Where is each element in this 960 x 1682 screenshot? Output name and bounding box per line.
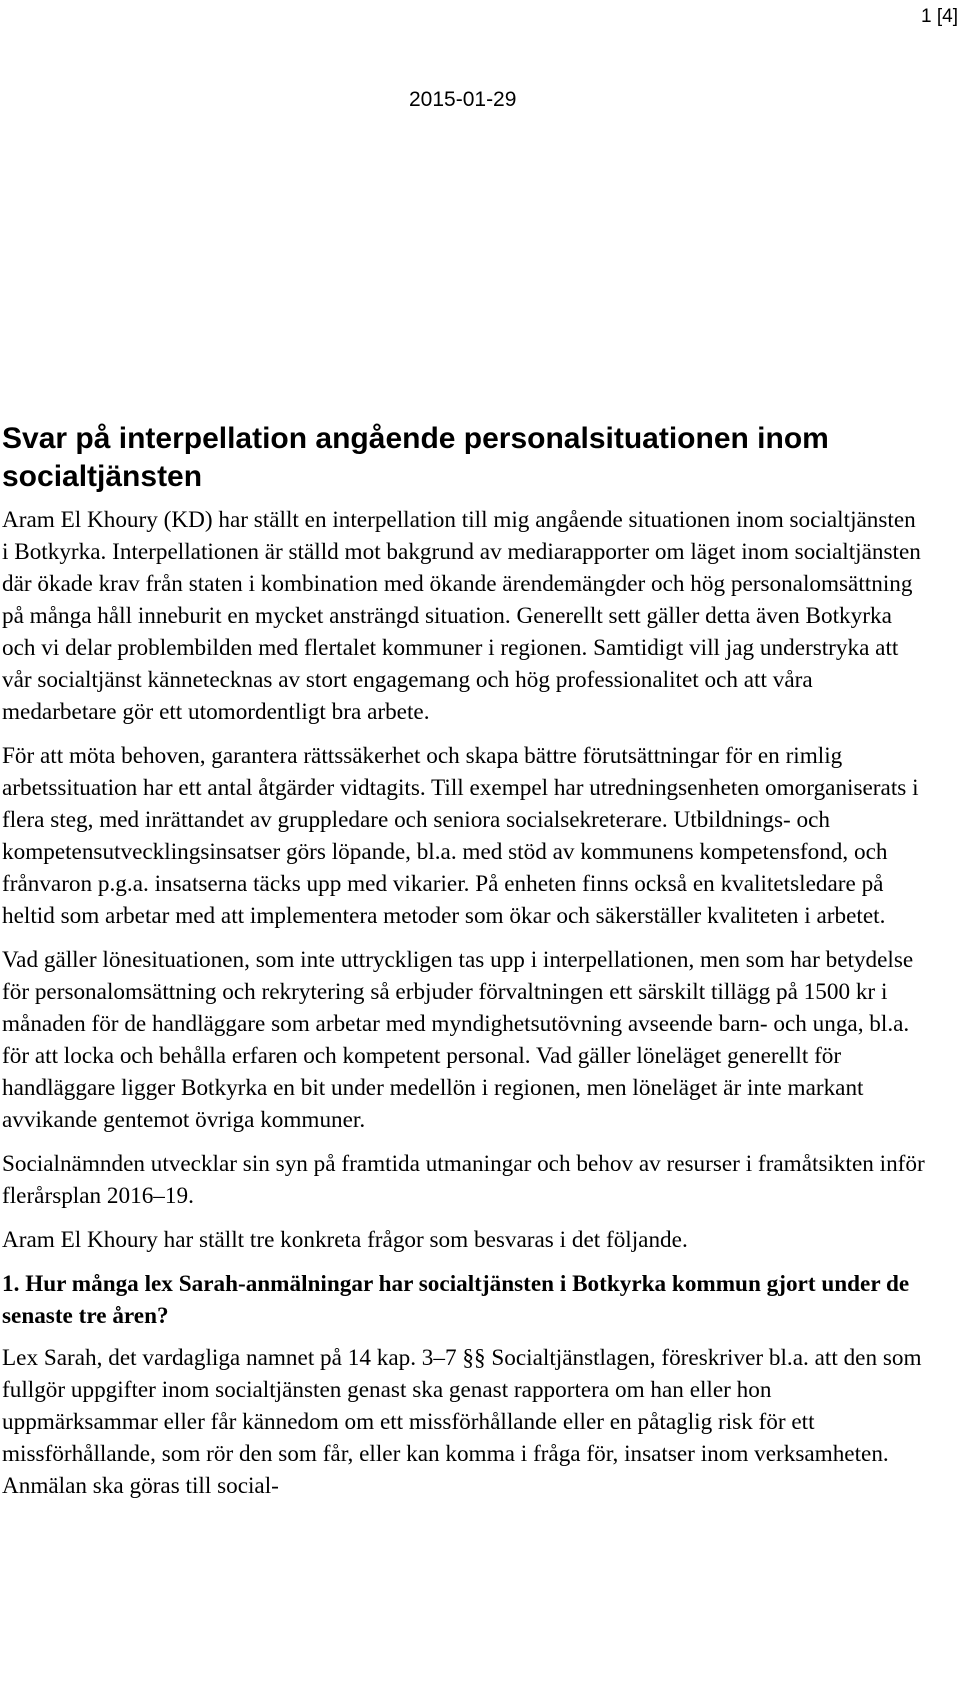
page-number: 1 [4] [921, 6, 958, 27]
document-body [2, 420, 927, 1514]
answer-paragraph-1: Lex Sarah, det vardagliga namnet på 14 kap. 3–7 §§ Socialtjänstlagen, föreskriver bl.a. att den som fullgör uppgifter inom socialtjänsten genast ska genast rapportera om han eller hon uppmärksammar eller får kännedom om ett missförhållande eller en påtaglig risk för ett missförhållande, som rör den som får, eller kan komma i fråga för, insatser inom verksamheten. Anmälan ska göras till social- [2, 1345, 922, 1499]
question-heading-1: 1. Hur många lex Sarah-anmälningar har socialtjänsten i Botkyrka kommun gjort under de senaste tre åren? [2, 1271, 910, 1329]
paragraph-salary: Vad gäller lönesituationen, som inte uttryckligen tas upp i interpellationen, men som har betydelse för personalomsättning och rekrytering så erbjuder förvaltningen ett särskilt tillägg på 1500 kr i månaden för de handläggare som arbetar med myndighetsutövning avseende barn- och unga, bl.a. för att locka och behålla erfaren och kompetent personal. Vad gäller löneläget generellt för handläggare ligger Botkyrka en bit under medellön i regionen, men löneläget är inte markant avvikande gentemot övriga kommuner. [2, 947, 914, 1133]
paragraph-future: Socialnämnden utvecklar sin syn på framtida utmaningar och behov av resurser i framåtsikten inför flerårsplan 2016–19. [2, 1151, 925, 1209]
document-date: 2015-01-29 [409, 88, 517, 111]
document-title: Svar på interpellation angående personalsituationen inom socialtjänsten [2, 422, 829, 493]
paragraph-questions-intro: Aram El Khoury har ställt tre konkreta frågor som besvaras i det följande. [2, 1227, 688, 1253]
paragraph-measures: För att möta behoven, garantera rättssäkerhet och skapa bättre förutsättningar för en rimlig arbetssituation har ett antal åtgärder vidtagits. Till exempel har utredningsenheten omorganiserats i flera steg, med inrättandet av gruppledare och seniora socialsekreterare. Utbildnings- och kompetensutvecklingsinsatser görs löpande, bl.a. med stöd av kommunens kompetensfond, och frånvaron p.g.a. insatserna täcks upp med vikarier. På enheten finns också en kvalitetsledare på heltid som arbetar med att implementera metoder som ökar och säkerställer kvaliteten i arbetet. [2, 743, 919, 929]
paragraph-intro: Aram El Khoury (KD) har ställt en interpellation till mig angående situationen inom socialtjänsten i Botkyrka. Interpellationen är ställd mot bakgrund av mediarapporter om läget inom socialtjänsten där ökade krav från staten i kombination med ökande ärendemängder och hög personalomsättning på många håll inneburit en mycket ansträngd situation. Generellt sett gäller detta även Botkyrka och vi delar problembilden med flertalet kommuner i regionen. Samtidigt vill jag understryka att vår socialtjänst kännetecknas av stort engagemang och hög professionalitet och att våra medarbetare gör ett utomordentligt bra arbete. [2, 507, 921, 725]
